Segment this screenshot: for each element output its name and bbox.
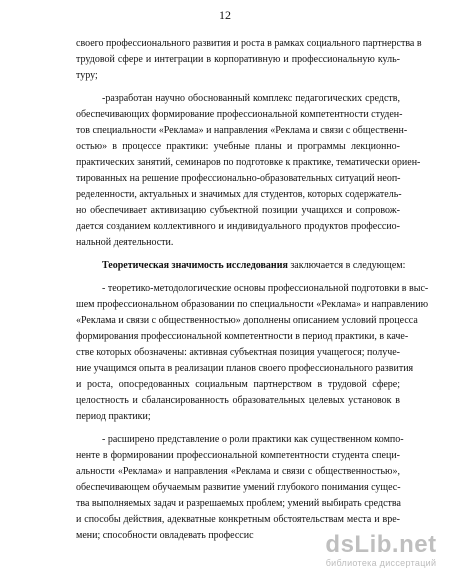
text-line: «Реклама и связи с общественностью» дополнены описанием условий процесса	[76, 315, 418, 326]
text-line: дается созданием коллективного и индивидуального продуктов профессио-	[76, 221, 400, 232]
text-line: формирования профессиональной компетентности в период практики, в каче-	[76, 331, 409, 342]
text-line: тов специальности «Реклама» и направления «Реклама и связи с общественн-	[76, 125, 408, 136]
text-line: тированных на решение профессионально-образовательных ситуаций неоп-	[76, 173, 401, 184]
text-line: целостность и сбалансированность образовательных целевых установок в	[76, 395, 400, 406]
watermark	[322, 532, 440, 572]
text-line: ние учащимся опыта в реализации планов своего профессионального развития	[76, 363, 414, 374]
section-heading-rest: заключается в следующем:	[287, 260, 406, 271]
text-line: своего профессионального развития и роста в рамках социального партнерства в	[76, 38, 422, 49]
text-line: и роста, опосредованных социальным партнерством в трудовой сфере;	[76, 379, 400, 390]
text-line: ределенности, актуальных и значимых для студентов, которых содержатель-	[76, 189, 402, 200]
section-heading: Теоретическая значимость исследования	[102, 260, 288, 271]
text-line: - теоретико-методологические основы профессиональной подготовки в выс-	[102, 283, 429, 294]
text-line: но обеспечивает активизацию субъектной позиции учащихся и сопровож-	[76, 205, 400, 216]
text-line: -разработан научно обоснованный комплекс педагогических средств,	[102, 93, 400, 104]
text-line: ненте в формировании профессиональной компетентности студента специ-	[76, 450, 400, 461]
text-line: остью» в процессе практики: учебные планы и программы лекционно-	[76, 141, 400, 152]
text-line: - расширено представление о роли практики как существенном компо-	[102, 434, 404, 445]
text-line: трудовой сфере и интеграции в корпоративную и профессиональную куль-	[76, 54, 400, 65]
text-line: практических занятий, семинаров по подготовке к практике, тематически ориен-	[76, 157, 421, 168]
text-line: и способы действия, адекватные конкретным обстоятельствам места и вре-	[76, 514, 400, 525]
text-line: нальной деятельности.	[76, 237, 174, 248]
page-number: 12	[219, 8, 231, 22]
text-line: альности «Реклама» и направления «Реклама и связи с общественностью»,	[76, 466, 400, 477]
watermark-logo: dsLib.net	[325, 531, 437, 558]
text-line: туру;	[76, 70, 98, 81]
text-line: обеспечивающих формирование профессиональной компетентности студен-	[76, 109, 403, 120]
text-line: стве которых обозначены: активная субъектная позиция учащегося; получе-	[76, 347, 400, 358]
text-line: тва выполняемых задач и разрешаемых проблем; умений выбирать средства	[76, 498, 401, 509]
text-line: мени; способности овладевать профессис	[76, 530, 254, 541]
text-line	[76, 258, 406, 274]
text-line: обеспечивающем обучаемым развитие умений глубокого понимания сущес-	[76, 482, 401, 493]
watermark-caption: библиотека диссертаций	[325, 558, 437, 568]
text-line: шем профессиональном образовании по специальности «Реклама» и направлению	[76, 299, 429, 310]
document-body	[76, 36, 429, 544]
text-line: период практики;	[76, 411, 151, 422]
